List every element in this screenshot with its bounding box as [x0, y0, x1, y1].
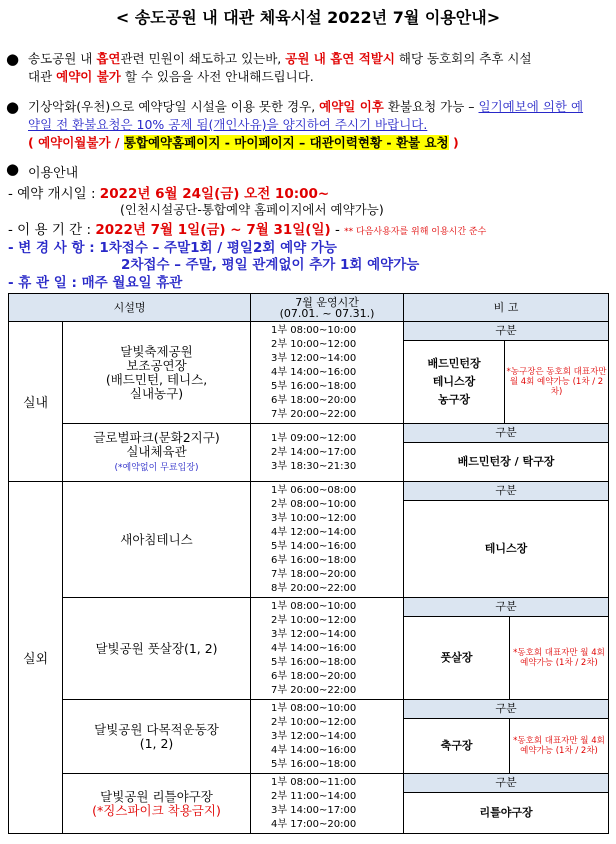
time-slot: 5부 16:00~18:00 [271, 380, 357, 392]
changes-2: 2차접수 – 주말, 평일 관계없이 추가 1회 예약가능 [121, 257, 420, 273]
sports-list: 축구장 [404, 719, 510, 773]
time-slot: 7부 20:00~22:00 [271, 684, 357, 696]
remark: 구분 리틀야구장 [404, 774, 609, 834]
time-slot: 5부 16:00~18:00 [271, 758, 357, 770]
changes: - 변 경 사 항 : 1차접수 – 주말1회 / 평일2회 예약 가능 [8, 240, 337, 256]
time-slot: 1부 08:00~10:00 [271, 600, 357, 612]
time-slot: 4부 12:00~14:00 [271, 526, 357, 538]
open-date: - 예약 개시일 : 2022년 6월 24일(금) 오전 10:00~ [8, 186, 330, 202]
time-slot: 2부 11:00~14:00 [271, 790, 357, 802]
facility-name: 글로벌파크(문화2지구) 실내체육관 (*예약없이 무료입장) [63, 424, 251, 482]
schedule [251, 482, 404, 598]
time-slot: 6부 18:00~20:00 [271, 394, 357, 406]
schedule [251, 598, 404, 700]
page-title: < 송도공원 내 대관 체육시설 2022년 7월 이용안내> [115, 8, 501, 27]
refund-path: ( 예약이월불가 / 통합예약홈페이지 - 마이페이지 – 대관이력현황 - 환불 요청 ) [28, 135, 459, 150]
time-slot: 5부 16:00~18:00 [271, 656, 357, 668]
remark-note: *농구장은 동호회 대표자만 월 4회 예약가능 (1차 / 2차) [506, 367, 607, 397]
time-slot: 8부 20:00~22:00 [271, 582, 357, 594]
header-facility: 시설명 [9, 294, 251, 322]
remark: 구분 축구장 *동호회 대표자만 월 4회 예약가능 (1차 / 2차) [404, 700, 609, 774]
remark-note: *동호회 대표자만 월 4회 예약가능 (1차 / 2차) [513, 736, 605, 756]
time-slot: 2부 10:00~12:00 [271, 614, 357, 626]
bullet-icon: ● [6, 160, 20, 178]
time-slot: 3부 12:00~14:00 [271, 730, 357, 742]
facility-name: 달빛축제공원 보조공연장 (배드민턴, 테니스, 실내농구) [63, 322, 251, 424]
table-row [9, 700, 609, 774]
sports-list: 풋살장 [404, 617, 510, 699]
header-remark: 비 고 [404, 294, 609, 322]
time-slot: 2부 10:00~12:00 [271, 338, 357, 350]
schedule [251, 424, 404, 482]
time-slot: 3부 12:00~14:00 [271, 352, 357, 364]
remark-note: *동호회 대표자만 월 4회 예약가능 (1차 / 2차) [513, 648, 605, 668]
notice-smoking: 송도공원 내 흡연관련 민원이 쇄도하고 있는바, 공원 내 흡연 적발시 해당 동호회의 추후 시설 대관 예약이 불가 할 수 있음을 사전 안내해드립니다. [28, 51, 532, 84]
time-slot: 6부 16:00~18:00 [271, 554, 357, 566]
closed-day: - 휴 관 일 : 매주 월요일 휴관 [8, 275, 183, 291]
bullet-icon: ● [6, 50, 20, 68]
time-slot: 1부 08:00~11:00 [271, 776, 357, 788]
time-slot: 6부 18:00~20:00 [271, 670, 357, 682]
time-slot: 4부 14:00~16:00 [271, 366, 357, 378]
remark: 구분 풋살장 *동호회 대표자만 월 4회 예약가능 (1차 / 2차) [404, 598, 609, 700]
table-header [9, 294, 609, 322]
schedule [251, 322, 404, 424]
notice-refund: 기상악화(우천)으로 예약당일 시설을 이용 못한 경우, 예약일 이후 환불요청 가능 – 일기예보에 의한 예 약일 전 환불요청은 10% 공제 됨(개인사유)을 양지하여 주시기 바랍니다. ( 예약이월불가 / 통합예약홈페이지 - 마이페이지 – 대관이력현황 - 환불 요청 ) [28, 99, 584, 150]
time-slot: 4부 14:00~16:00 [271, 642, 357, 654]
time-slot: 1부 08:00~10:00 [271, 324, 357, 336]
time-slot: 3부 10:00~12:00 [271, 512, 357, 524]
sports-list: 배드민턴장 테니스장 농구장 [404, 341, 505, 423]
table-row [9, 598, 609, 700]
table-row [9, 322, 609, 424]
table-row [9, 774, 609, 834]
time-slot: 1부 09:00~12:00 [271, 432, 357, 444]
category-indoor: 실내 [9, 322, 63, 482]
remark: 구분 배드민턴장 / 탁구장 [404, 424, 609, 482]
time-slot: 1부 08:00~10:00 [271, 702, 357, 714]
time-slot: 7부 20:00~22:00 [271, 408, 357, 420]
time-slot: 4부 14:00~16:00 [271, 744, 357, 756]
facility-name: 달빛공원 풋살장(1, 2) [63, 598, 251, 700]
schedule [251, 700, 404, 774]
remark: 구분 테니스장 [404, 482, 609, 598]
facility-table [8, 293, 609, 834]
open-sub: (인천시설공단-통합예약 홈페이지에서 예약가능) [120, 202, 384, 217]
info-heading: 이용안내 [28, 166, 79, 181]
facility-name: 달빛공원 리틀야구장 (*징스파이크 착용금지) [63, 774, 251, 834]
facility-name: 달빛공원 다목적운동장 (1, 2) [63, 700, 251, 774]
facility-name: 새아침테니스 [63, 482, 251, 598]
time-slot: 1부 06:00~08:00 [271, 484, 357, 496]
time-slot: 4부 17:00~20:00 [271, 818, 357, 830]
time-slot: 5부 14:00~16:00 [271, 540, 357, 552]
sports-list: 리틀야구장 [479, 806, 533, 819]
table-row [9, 424, 609, 482]
time-slot: 3부 12:00~14:00 [271, 628, 357, 640]
time-slot: 3부 14:00~17:00 [271, 804, 357, 816]
time-slot: 3부 18:30~21:30 [271, 460, 357, 472]
sports-list: 배드민턴장 / 탁구장 [457, 455, 555, 468]
category-outdoor: 실외 [9, 482, 63, 834]
time-slot: 2부 14:00~17:00 [271, 446, 357, 458]
time-slot: 2부 08:00~10:00 [271, 498, 357, 510]
schedule [251, 774, 404, 834]
sports-list: 테니스장 [484, 542, 528, 555]
remark: 구분 배드민턴장 테니스장 농구장 *농구장은 동호회 대표자만 월 4회 예약가능 (1차 / 2차) [404, 322, 609, 424]
time-slot: 2부 10:00~12:00 [271, 716, 357, 728]
bullet-icon: ● [6, 98, 20, 116]
time-slot: 7부 18:00~20:00 [271, 568, 357, 580]
table-row [9, 482, 609, 598]
header-hours: 7월 운영시간 (07.01. ~ 07.31.) [251, 294, 404, 322]
use-period: - 이 용 기 간 : 2022년 7월 1일(금) ~ 7월 31일(일) - ** 다음사용자를 위해 이용시간 준수 [8, 222, 487, 238]
